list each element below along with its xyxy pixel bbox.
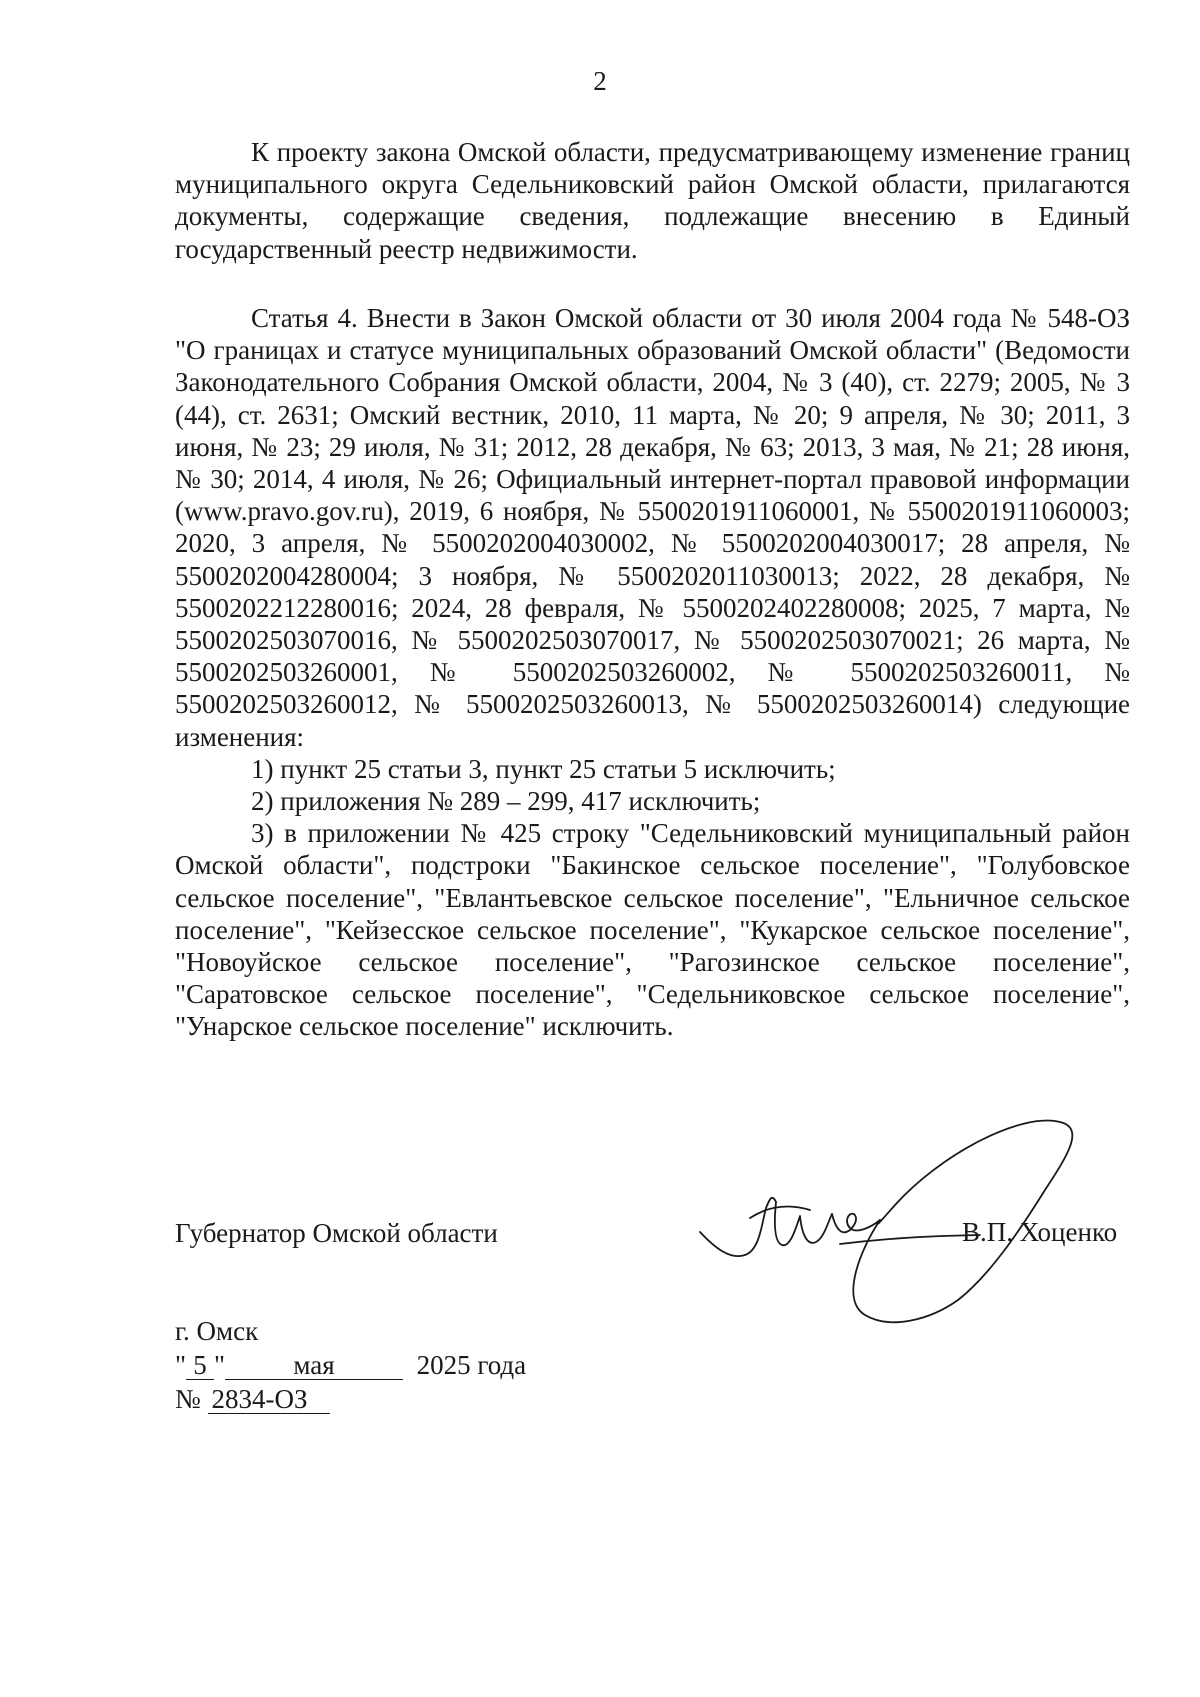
article-4-item-3: 3) в приложении № 425 строку "Седельниковский муниципальный район Омской области", подстроки "Бакинское сельское поселение", "Голубовское сельское поселение", "Евлантьевское сельское поселение", "Ельничное сельское поселение", "Кейзесское сельское поселение", "Кукарское сельское поселение", "Новоуйское сельское поселение", "Рагозинское сельское поселение", "Саратовское сельское поселение", "Седельниковское сельское поселение", "Унарское сельское поселение" исключить.: [175, 818, 1130, 1042]
page-number: 2: [593, 66, 607, 96]
intro-paragraph: [175, 136, 1130, 265]
signer-position: Губернатор Омской области: [175, 1218, 498, 1248]
date-line: [175, 1350, 526, 1381]
article-4-item-2: 2) приложения № 289 – 299, 417 исключить;: [251, 786, 761, 817]
law-number-line: [175, 1384, 330, 1415]
date-year: 2025 года: [416, 1350, 527, 1380]
city: г. Омск: [175, 1316, 259, 1346]
signer-name: В.П. Хоценко: [962, 1217, 1118, 1247]
date-month: мая: [225, 1351, 403, 1380]
quote-close: ": [214, 1350, 226, 1380]
paragraph-text: К проекту закона Омской области, предусматривающему изменение границ муниципального округа Седельниковский район Омской области, прилагаются документы, содержащие сведения, подлежащие внесению в Единый государственный реестр недвижимости.: [175, 137, 1130, 264]
date-day: 5: [186, 1351, 214, 1380]
number-sign: №: [175, 1384, 201, 1414]
article-4-intro: Статья 4. Внести в Закон Омской области от 30 июля 2004 года № 548-ОЗ "О границах и статусе муниципальных образований Омской области" (Ведомости Законодательного Собрания Омской области, 2004, № 3 (40), ст. 2279; 2005, № 3 (44), ст. 2631; Омский вестник, 2010, 11 марта, № 20; 9 апреля, № 30; 2011, 3 июня, № 23; 29 июля, № 31; 2012, 28 декабря, № 63; 2013, 3 мая, № 21; 28 июня, № 30; 2014, 4 июля, № 26; Официальный интернет-портал правовой информации (www.pravo.gov.ru), 2019, 6 ноября, № 5500201911060001, № 5500201911060003; 2020, 3 апреля, № 5500202004030002, № 5500202004030017; 28 апреля, № 5500202004280004; 3 ноября, № 5500202011030013; 2022, 28 декабря, № 5500202212280016; 2024, 28 февраля, № 5500202402280008; 2025, 7 марта, № 5500202503070016, № 5500202503070017, № 5500202503070021; 26 марта, № 5500202503260001, № 5500202503260002, № 5500202503260011, № 5500202503260012, № 5500202503260013, № 5500202503260014) следующие изменения:: [175, 303, 1130, 752]
article-4-item-1: 1) пункт 25 статьи 3, пункт 25 статьи 5 исключить;: [251, 753, 836, 784]
article-4: [175, 302, 1130, 1043]
quote-open: ": [175, 1350, 187, 1380]
law-number: 2834-ОЗ: [208, 1385, 330, 1414]
